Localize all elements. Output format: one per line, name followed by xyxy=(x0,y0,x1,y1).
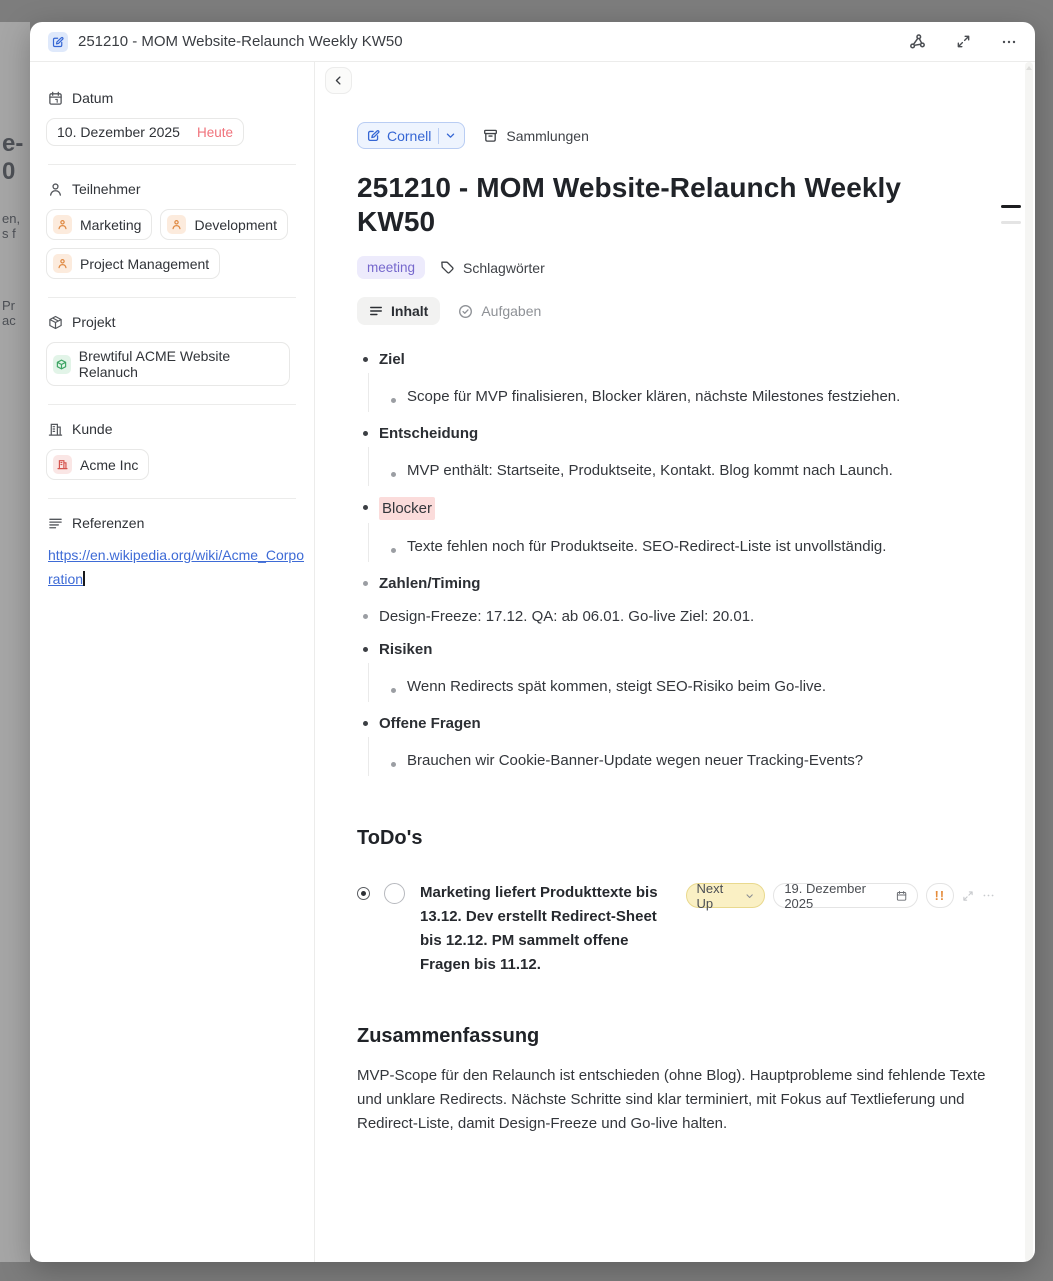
template-label: Cornell xyxy=(387,127,432,144)
bullet-item[interactable] xyxy=(357,497,995,520)
chevron-down-icon xyxy=(445,130,456,141)
task-expand-icon[interactable] xyxy=(962,890,974,902)
bullet-icon xyxy=(363,647,368,652)
tag-meeting[interactable]: meeting xyxy=(357,256,425,279)
bullet-text: Wenn Redirects spät kommen, steigt SEO-Risiko beim Go-live. xyxy=(407,678,827,695)
bullet-text: Brauchen wir Cookie-Banner-Update wegen neuer Tracking-Events? xyxy=(407,752,864,769)
property-label: Kunde xyxy=(72,421,113,437)
tab-label: Aufgaben xyxy=(481,303,542,319)
chip-label: Development xyxy=(194,216,277,233)
bullet-text-highlighted: Blocker xyxy=(379,497,435,520)
bullet-text: Design-Freeze: 17.12. QA: ab 06.01. Go-live Ziel: 20.01. xyxy=(379,608,755,625)
task-status-select[interactable] xyxy=(686,880,766,911)
outline-indicator[interactable] xyxy=(1001,205,1021,237)
tab-label: Inhalt xyxy=(391,303,429,319)
chevron-down-icon xyxy=(745,891,754,901)
participant-chip[interactable] xyxy=(46,209,152,240)
reference-link-text: https://en.wikipedia.org/wiki/Acme_Corporation xyxy=(48,547,305,587)
bullet-icon xyxy=(363,721,368,726)
property-label: Datum xyxy=(72,90,114,106)
tag-icon xyxy=(440,260,455,275)
keywords-label: Schlagwörter xyxy=(463,259,545,276)
chip-label: Acme Inc xyxy=(80,456,139,473)
property-referenzen xyxy=(48,515,298,531)
template-button[interactable] xyxy=(357,122,465,149)
collections-button[interactable] xyxy=(483,128,589,144)
scroll-up-arrow[interactable] xyxy=(1026,66,1032,70)
bullet-item[interactable] xyxy=(357,713,995,734)
bullet-icon xyxy=(363,581,368,586)
bullet-text: Entscheidung xyxy=(379,425,479,442)
today-badge: Heute xyxy=(196,124,233,140)
note-body xyxy=(357,349,995,775)
text-lines-icon xyxy=(369,304,383,318)
person-icon xyxy=(48,182,63,197)
task-more-icon[interactable] xyxy=(982,889,995,902)
bullet-icon xyxy=(363,357,368,362)
task-due-date-label: 19. Dezember 2025 xyxy=(784,880,866,911)
date-chip[interactable] xyxy=(46,118,244,146)
graph-icon[interactable] xyxy=(907,32,927,52)
bullet-icon xyxy=(391,688,396,693)
expand-icon[interactable] xyxy=(953,32,973,52)
reference-link[interactable] xyxy=(48,543,306,591)
bullet-subitem[interactable] xyxy=(368,382,995,411)
chip-label: Marketing xyxy=(80,216,142,233)
compose-icon xyxy=(48,32,68,52)
divider xyxy=(48,498,296,499)
bullet-text: Risiken xyxy=(379,641,433,658)
task-checkbox[interactable] xyxy=(384,883,405,904)
note-panel xyxy=(315,62,1035,1262)
bullet-icon xyxy=(391,472,396,477)
property-label: Referenzen xyxy=(72,515,145,531)
property-teilnehmer xyxy=(48,181,298,197)
divider xyxy=(438,128,439,144)
task-due-date[interactable] xyxy=(773,880,917,911)
task-status-label: Next Up xyxy=(696,880,724,911)
properties-sidebar xyxy=(30,62,315,1262)
note-modal xyxy=(30,22,1035,1262)
customer-chip[interactable] xyxy=(46,449,149,480)
person-icon xyxy=(53,215,72,234)
property-label: Teilnehmer xyxy=(72,181,141,197)
scrollbar[interactable] xyxy=(1025,62,1033,1262)
background-text-fragment: 0 xyxy=(2,158,16,185)
bullet-subitem[interactable] xyxy=(368,746,995,775)
text-lines-icon xyxy=(48,516,63,531)
package-icon xyxy=(48,315,63,330)
divider xyxy=(48,297,296,298)
bullet-subitem[interactable] xyxy=(368,672,995,701)
bullet-item[interactable] xyxy=(357,423,995,444)
bullet-text: Offene Fragen xyxy=(379,715,481,732)
page-title[interactable]: 251210 - MOM Website-Relaunch Weekly KW50 xyxy=(357,172,902,237)
property-kunde xyxy=(48,421,298,437)
bullet-icon xyxy=(363,431,368,436)
tabs xyxy=(357,297,995,325)
tab-aufgaben[interactable] xyxy=(458,303,541,319)
compose-icon xyxy=(367,129,380,142)
background-window xyxy=(0,22,30,1262)
outline-dash-current xyxy=(1001,205,1021,208)
priority-icon: !! xyxy=(934,888,945,903)
summary-heading: Zusammenfassung xyxy=(357,1025,540,1047)
bullet-icon xyxy=(391,548,396,553)
project-chip[interactable] xyxy=(46,342,290,386)
bullet-icon xyxy=(363,614,368,619)
bullet-subitem[interactable] xyxy=(368,456,995,485)
chip-label: Brewtiful ACME Website Relanuch xyxy=(78,348,231,380)
bullet-subitem[interactable] xyxy=(368,532,995,561)
bullet-icon xyxy=(391,762,396,767)
tags-row xyxy=(357,256,995,279)
circle-check-icon xyxy=(458,304,473,319)
property-datum xyxy=(48,90,298,106)
bullet-text: Texte fehlen noch für Produktseite. SEO-Redirect-Liste ist unvollständig. xyxy=(407,538,887,555)
bullet-text: Ziel xyxy=(379,351,405,368)
building-icon xyxy=(53,455,72,474)
task-bullet-icon xyxy=(357,887,370,900)
person-icon xyxy=(167,215,186,234)
bullet-text: MVP enthält: Startseite, Produktseite, Kontakt. Blog kommt nach Launch. xyxy=(407,462,893,479)
background-text-fragment: s f xyxy=(2,226,16,241)
building-icon xyxy=(48,422,63,437)
bullet-item[interactable] xyxy=(357,606,995,627)
package-icon xyxy=(53,355,71,374)
bullet-item[interactable] xyxy=(357,639,995,660)
collection-row xyxy=(357,122,995,149)
participant-chip[interactable] xyxy=(46,248,220,279)
task-text[interactable]: Marketing liefert Produkttexte bis 13.12. Dev erstellt Redirect-Sheet bis 12.12. PM sammelt offene Fragen bis 11.12. xyxy=(420,884,658,973)
property-projekt xyxy=(48,314,298,330)
text-caret xyxy=(83,571,85,586)
bullet-icon xyxy=(391,398,396,403)
background-text-fragment: e- xyxy=(2,130,24,157)
bullet-icon xyxy=(363,505,368,510)
bullet-text: Zahlen/Timing xyxy=(379,575,481,592)
person-icon xyxy=(53,254,72,273)
keywords-button[interactable] xyxy=(440,260,545,276)
todos-heading: ToDo's xyxy=(357,827,423,849)
divider xyxy=(48,164,296,165)
divider xyxy=(48,404,296,405)
task-priority[interactable] xyxy=(926,883,954,908)
background-text-fragment: Pr xyxy=(2,298,15,313)
modal-titlebar xyxy=(30,22,1035,62)
archive-icon xyxy=(483,128,498,143)
outline-dash xyxy=(1001,221,1021,224)
tab-inhalt[interactable] xyxy=(357,297,440,325)
date-value: 10. Dezember 2025 xyxy=(57,124,180,140)
back-button[interactable] xyxy=(325,67,352,94)
summary-text[interactable]: MVP-Scope für den Relaunch ist entschieden (ohne Blog). Hauptprobleme sind fehlende Texte und unklare Redirects. Nächste Schritte sind klar terminiert, mit Fokus auf Textlieferung und Redirect-Liste, damit Design-Freeze und Go-live halten. xyxy=(357,1067,986,1132)
window-title: 251210 - MOM Website-Relaunch Weekly KW50 xyxy=(78,33,403,50)
more-icon[interactable] xyxy=(999,32,1019,52)
bullet-item[interactable] xyxy=(357,573,995,594)
calendar-icon xyxy=(896,890,907,902)
bullet-text: Scope für MVP finalisieren, Blocker klären, nächste Milestones festziehen. xyxy=(407,388,901,405)
collections-label: Sammlungen xyxy=(506,127,589,144)
background-text-fragment: ac xyxy=(2,313,16,328)
property-label: Projekt xyxy=(72,314,116,330)
task-item[interactable] xyxy=(357,881,995,977)
calendar-icon xyxy=(48,91,63,106)
participant-chip[interactable] xyxy=(160,209,288,240)
chip-label: Project Management xyxy=(80,255,210,272)
background-text-fragment: en, xyxy=(2,211,21,226)
chevron-left-icon xyxy=(333,75,344,86)
bullet-item[interactable] xyxy=(357,349,995,370)
